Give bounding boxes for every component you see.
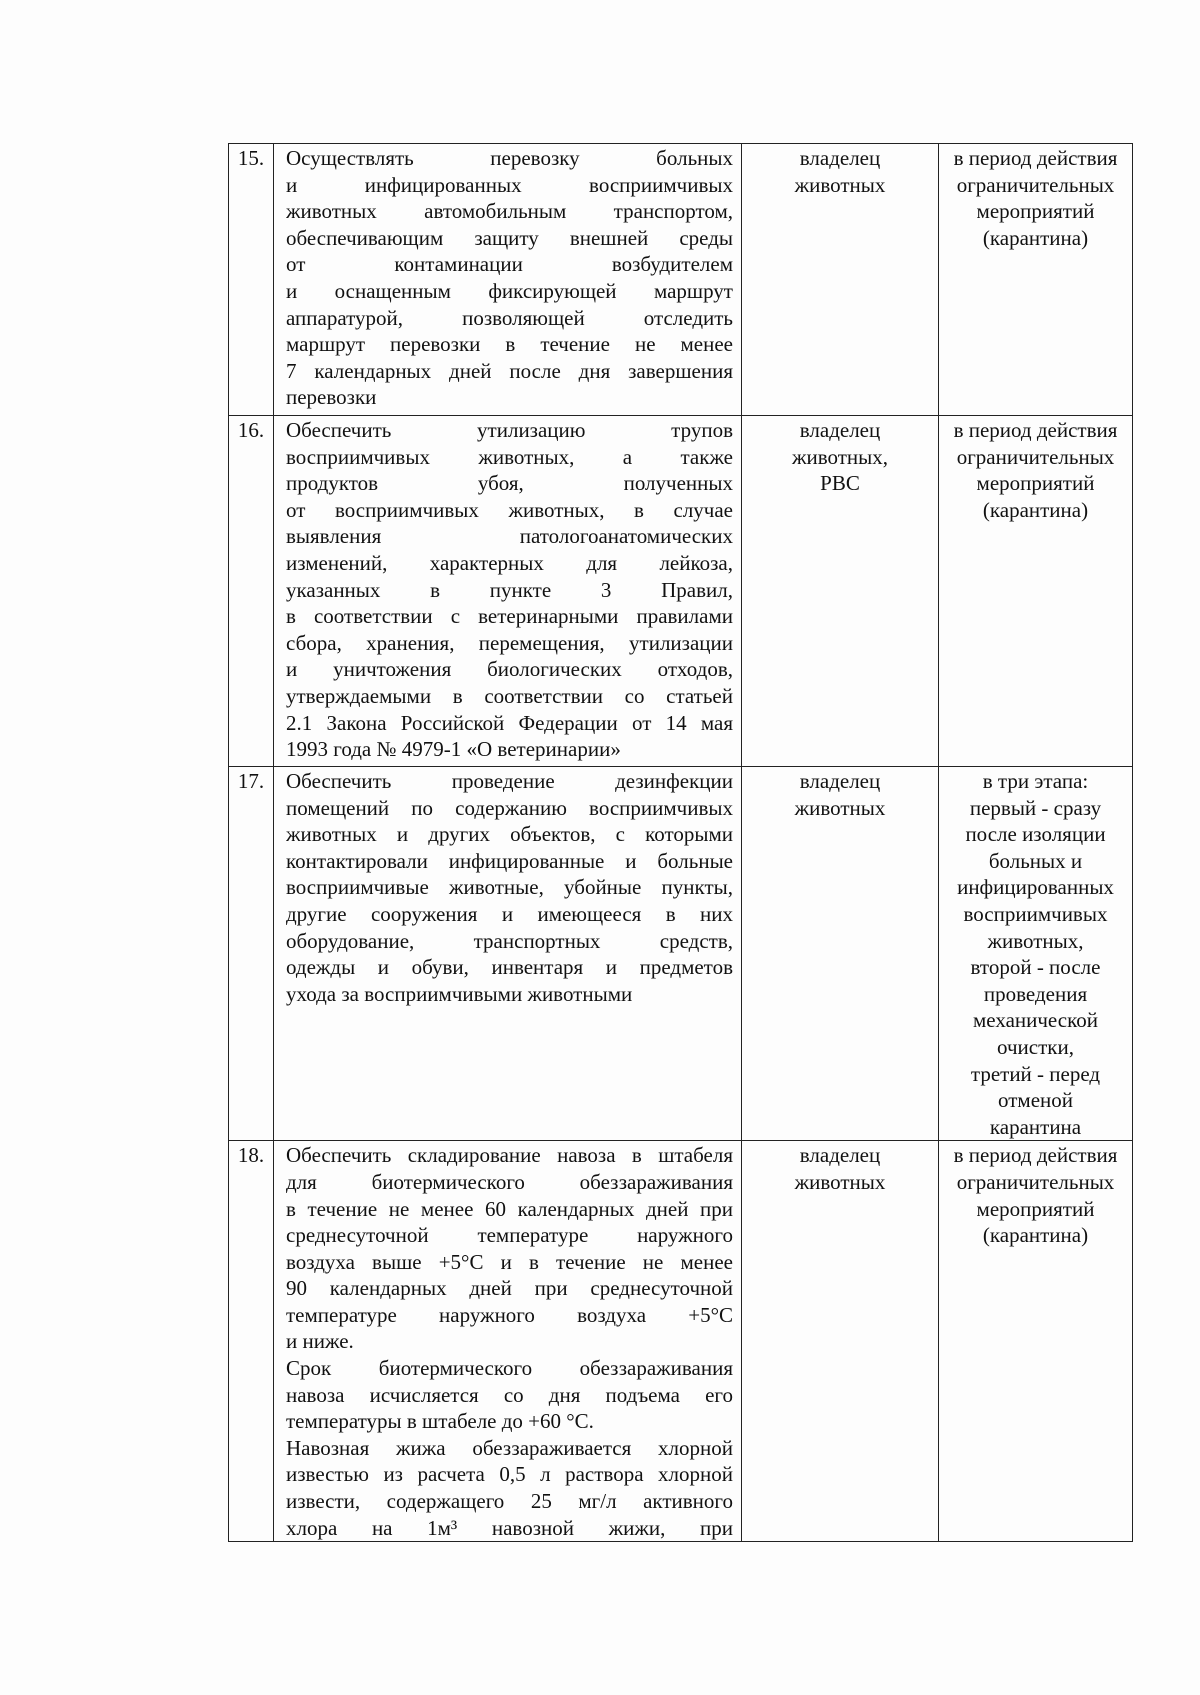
responsible-party	[742, 416, 939, 767]
cell-line: животных	[794, 1169, 886, 1194]
cell-line: (карантина)	[982, 1223, 1089, 1248]
text-line: хлора на 1м³ навозной жижи, при	[286, 1515, 733, 1540]
cell-line: животных	[794, 795, 886, 820]
execution-term	[939, 767, 1133, 1141]
cell-line: проведения	[983, 981, 1088, 1006]
cell-line: ограничительных	[956, 1169, 1115, 1194]
text-line: воздуха выше +5°С и в течение не менее	[286, 1249, 733, 1274]
cell-line: ограничительных	[956, 172, 1115, 197]
measure-text	[274, 1141, 742, 1542]
responsible-party	[742, 144, 939, 416]
cell-line: мероприятий	[976, 471, 1095, 496]
responsible-party	[742, 767, 939, 1141]
cell-line: владелец	[799, 146, 881, 170]
text-line: одежды и обуви, инвентаря и предметов	[286, 955, 733, 980]
text-line: Осуществлять перевозку больных	[286, 146, 733, 170]
cell-line: владелец	[799, 769, 881, 793]
cell-line: животных	[794, 172, 886, 197]
cell-line: в три этапа:	[982, 769, 1089, 793]
text-line: в соответствии с ветеринарными правилами	[286, 604, 733, 629]
text-line: для биотермического обеззараживания	[286, 1169, 733, 1194]
text-line: Обеспечить проведение дезинфекции	[286, 769, 733, 793]
text-line: контактировали инфицированные и больные	[286, 848, 733, 873]
text-line: от восприимчивых животных, в случае	[286, 497, 733, 522]
text-line: от контаминации возбудителем	[286, 252, 733, 277]
text-line: животных автомобильным транспортом,	[286, 199, 733, 224]
cell-line: восприимчивых	[963, 901, 1108, 926]
cell-line: владелец	[799, 418, 881, 442]
text-line: 2.1 Закона Российской Федерации от 14 мая	[286, 710, 733, 735]
table-row	[229, 1141, 1133, 1542]
cell-line: в период действия	[953, 1143, 1118, 1168]
cell-line: первый - сразу	[969, 795, 1102, 820]
text-line: навоза исчисляется со дня подъема его	[286, 1382, 733, 1407]
text-line: восприимчивых животных, а также	[286, 444, 733, 469]
cell-line: инфицированных	[957, 875, 1114, 900]
cell-line: владелец	[799, 1143, 881, 1168]
text-line: маршрут перевозки в течение не менее	[286, 332, 733, 357]
responsible-party	[742, 1141, 939, 1542]
text-line: 1993 года № 4979-1 «О ветеринарии»	[286, 737, 621, 762]
item-number: 18.	[229, 1141, 274, 1542]
cell-line: (карантина)	[982, 497, 1089, 522]
text-line: оборудование, транспортных средств,	[286, 928, 733, 953]
measure-text	[274, 416, 742, 767]
text-line: Срок биотермического обеззараживания	[286, 1356, 733, 1381]
text-line: ухода за восприимчивыми животными	[286, 981, 633, 1006]
text-line: продуктов убоя, полученных	[286, 471, 733, 496]
text-line: сбора, хранения, перемещения, утилизации	[286, 630, 733, 655]
cell-line: в период действия	[953, 146, 1118, 170]
cell-line: очистки,	[997, 1034, 1074, 1059]
text-line: среднесуточной температуре наружного	[286, 1223, 733, 1248]
text-line: и уничтожения биологических отходов,	[286, 657, 733, 682]
measures-table-body	[229, 144, 1133, 1542]
text-line: Навозная жижа обеззараживается хлорной	[286, 1435, 733, 1460]
text-line: выявления патологоанатомических	[286, 524, 733, 549]
cell-line: ограничительных	[956, 444, 1115, 469]
cell-line: больных и	[988, 848, 1083, 873]
text-line: перевозки	[286, 385, 377, 410]
cell-line: мероприятий	[976, 1196, 1095, 1221]
text-line: изменений, характерных для лейкоза,	[286, 550, 733, 575]
text-line: температуре наружного воздуха +5°С	[286, 1302, 733, 1327]
text-line: утверждаемыми в соответствии со статьей	[286, 683, 733, 708]
text-line: животных и других объектов, с которыми	[286, 822, 733, 847]
text-line: температуры в штабеле до +60 °С.	[286, 1409, 594, 1434]
execution-term	[939, 144, 1133, 416]
cell-line: второй - после	[970, 955, 1101, 980]
measure-text	[274, 767, 742, 1141]
cell-line: карантина	[989, 1114, 1082, 1139]
text-line: известью из расчета 0,5 л раствора хлорной	[286, 1462, 733, 1487]
table-row	[229, 416, 1133, 767]
cell-line: мероприятий	[976, 199, 1095, 224]
table-row	[229, 767, 1133, 1141]
item-number: 15.	[229, 144, 274, 416]
cell-line: РВС	[820, 471, 860, 496]
text-line: 90 календарных дней при среднесуточной	[286, 1276, 733, 1301]
text-line: аппаратурой, позволяющей отследить	[286, 305, 733, 330]
text-line: в течение не менее 60 календарных дней при	[286, 1196, 733, 1221]
text-line: указанных в пункте 3 Правил,	[286, 577, 733, 602]
text-line: и оснащенным фиксирующей маршрут	[286, 278, 733, 303]
text-line: Обеспечить утилизацию трупов	[286, 418, 733, 442]
cell-line: (карантина)	[982, 225, 1089, 250]
text-line: обеспечивающим защиту внешней среды	[286, 225, 733, 250]
item-number: 17.	[229, 767, 274, 1141]
text-line: и инфицированных восприимчивых	[286, 172, 733, 197]
cell-line: в период действия	[953, 418, 1118, 442]
measures-table	[228, 143, 1133, 1542]
text-line: другие сооружения и имеющееся в них	[286, 901, 733, 926]
item-number: 16.	[229, 416, 274, 767]
text-line: 7 календарных дней после дня завершения	[286, 358, 733, 383]
cell-line: отменой	[998, 1088, 1073, 1113]
text-line: и ниже.	[286, 1329, 354, 1354]
cell-line: третий - перед	[970, 1061, 1101, 1086]
text-line: помещений по содержанию восприимчивых	[286, 795, 733, 820]
execution-term	[939, 1141, 1133, 1542]
execution-term	[939, 416, 1133, 767]
text-line: извести, содержащего 25 мг/л активного	[286, 1489, 733, 1514]
text-line: Обеспечить складирование навоза в штабеля	[286, 1143, 733, 1168]
cell-line: после изоляции	[965, 822, 1106, 847]
measure-text	[274, 144, 742, 416]
table-row	[229, 144, 1133, 416]
cell-line: животных,	[791, 444, 889, 469]
text-line: восприимчивые животные, убойные пункты,	[286, 875, 733, 900]
cell-line: животных,	[987, 928, 1084, 953]
cell-line: механической	[973, 1008, 1098, 1033]
